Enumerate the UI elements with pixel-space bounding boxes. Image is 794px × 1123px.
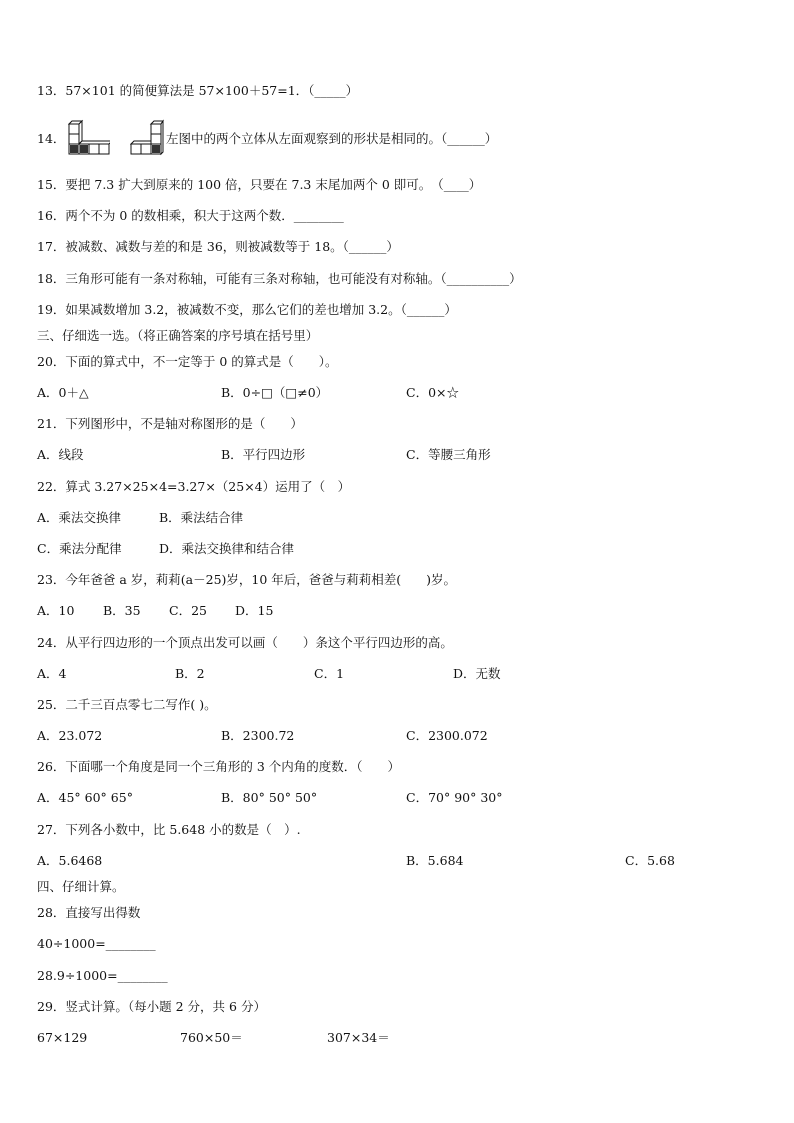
- question-19: 19．如果减数增加 3.2，被减数不变，那么它们的差也增加 3.2。（______）: [37, 302, 457, 317]
- question-26-option-b: B．80° 50° 50°: [221, 790, 318, 805]
- question-21-option-c: C．等腰三角形: [406, 447, 491, 462]
- question-25-stem: 25．二千三百点零七二写作( )。: [37, 697, 217, 712]
- question-27-option-c: C．5.68: [625, 853, 675, 868]
- question-20-option-c: C．0×☆: [406, 385, 459, 400]
- question-27-stem: 27．下列各小数中，比 5.648 小的数是（ ）.: [37, 822, 301, 837]
- question-21-stem: 21．下列图形中，不是轴对称图形的是（ ）: [37, 416, 303, 431]
- question-20-option-b: B．0÷□（□≠0）: [221, 385, 329, 400]
- question-18: 18．三角形可能有一条对称轴，可能有三条对称轴，也可能没有对称轴。（__________）: [37, 271, 522, 286]
- question-22-option-b: B．乘法结合律: [159, 510, 244, 525]
- question-26-option-c: C．70° 90° 30°: [406, 790, 503, 805]
- question-25-option-b: B．2300.72: [221, 728, 295, 743]
- question-24-stem: 24．从平行四边形的一个顶点出发可以画（ ）条这个平行四边形的高。: [37, 635, 453, 650]
- question-16: 16．两个不为 0 的数相乘，积大于这两个数．________: [37, 208, 344, 223]
- question-14-number: 14．: [37, 131, 66, 146]
- question-24-option-c: C．1: [314, 666, 345, 681]
- question-21-option-a: A．线段: [37, 447, 84, 462]
- question-22-option-a: A．乘法交换律: [37, 510, 122, 525]
- question-25-option-c: C．2300.072: [406, 728, 488, 743]
- section-3-heading: 三、仔细选一选。（将正确答案的序号填在括号里）: [37, 328, 319, 343]
- question-23-option-c: C．25: [169, 603, 207, 618]
- question-20-stem: 20．下面的算式中，不一定等于 0 的算式是（ ）。: [37, 354, 338, 369]
- question-25-option-a: A．23.072: [37, 728, 103, 743]
- question-22-option-c: C．乘法分配律: [37, 541, 122, 556]
- question-24-option-b: B．2: [175, 666, 205, 681]
- question-27-option-a: A．5.6468: [37, 853, 103, 868]
- question-24-option-a: A．4: [37, 666, 67, 681]
- question-17: 17．被减数、减数与差的和是 36，则被减数等于 18。（______）: [37, 239, 399, 254]
- question-29-expression-2: 760×50＝: [180, 1030, 243, 1045]
- question-20-option-a: A．0＋△: [37, 385, 89, 400]
- section-4-heading: 四、仔细计算。: [37, 879, 125, 894]
- question-29-expression-1: 67×129: [37, 1030, 88, 1045]
- cube-figure-right: [130, 119, 164, 157]
- question-27-option-b: B．5.684: [406, 853, 464, 868]
- question-28-expression-1: 40÷1000=________: [37, 936, 156, 951]
- question-21-option-b: B．平行四边形: [221, 447, 306, 462]
- cube-figure-left: [68, 119, 110, 157]
- question-13: 13．57×101 的简便算法是 57×100＋57=1．（_____）: [37, 83, 359, 98]
- question-28-stem: 28．直接写出得数: [37, 905, 141, 920]
- question-26-stem: 26．下面哪一个角度是同一个三角形的 3 个内角的度数．（ ）: [37, 759, 401, 774]
- question-28-expression-2: 28.9÷1000=________: [37, 968, 168, 983]
- question-23-option-d: D．15: [235, 603, 274, 618]
- question-23-option-b: B．35: [103, 603, 141, 618]
- question-24-option-d: D．无数: [453, 666, 501, 681]
- question-23-stem: 23．今年爸爸 a 岁，莉莉(a－25)岁，10 年后，爸爸与莉莉相差( )岁。: [37, 572, 457, 587]
- question-29-expression-3: 307×34＝: [327, 1030, 390, 1045]
- question-23-option-a: A．10: [37, 603, 75, 618]
- question-29-stem: 29．竖式计算。（每小题 2 分，共 6 分）: [37, 999, 266, 1014]
- question-15: 15．要把 7.3 扩大到原来的 100 倍，只要在 7.3 末尾加两个 0 即可。 （____）: [37, 177, 482, 192]
- question-14-text: 左图中的两个立体从左面观察到的形状是相同的。（______）: [166, 131, 498, 146]
- question-22-stem: 22．算式 3.27×25×4=3.27×（25×4）运用了（ ）: [37, 479, 351, 494]
- question-22-option-d: D．乘法交换律和结合律: [159, 541, 295, 556]
- question-26-option-a: A．45° 60° 65°: [37, 790, 133, 805]
